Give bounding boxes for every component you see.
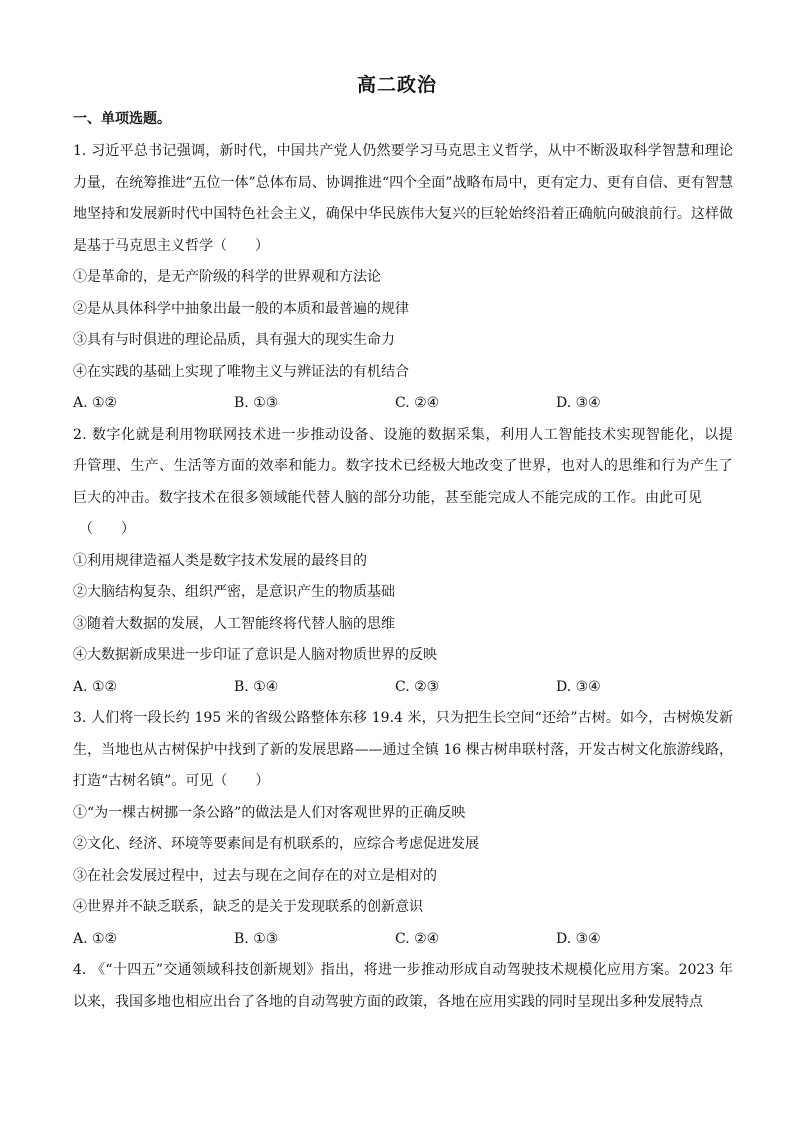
- option-b: B. ①③: [234, 930, 279, 947]
- statement: ②大脑结构复杂、组织严密，是意识产生的物质基础: [73, 584, 395, 600]
- statement: ④大数据新成果进一步印证了意识是人脑对物质世界的反映: [73, 647, 437, 663]
- statement: ②是从具体科学中抽象出最一般的本质和最普遍的规律: [73, 300, 409, 317]
- question-text: 2. 数字化就是利用物联网技术进一步推动设备、设施的数据采集，利用人工智能技术实现智能化，以提升管理、生产、生活等方面的效率和能力。数字技术已经极大地改变了世界，也对人的思维和行为产生了巨大的冲击。数字技术在很多领域能代替人脑的部分功能，甚至能完成人不能完成的工作。由此可见: [73, 426, 733, 506]
- option-d: D. ③④: [556, 395, 601, 411]
- question-2: [73, 420, 733, 704]
- statement: ①利用规律造福人类是数字技术发展的最终目的: [73, 552, 367, 569]
- statement: ③随着大数据的发展，人工智能终将代替人脑的思维: [73, 615, 395, 632]
- statement: ④世界并不缺乏联系，缺乏的是关于发现联系的创新意识: [73, 899, 423, 915]
- question-text: 4. 《“十四五”交通领域科技创新规划》指出，将进一步推动形成自动驾驶技术规模化应用方案。2023 年以来，我国多地也相应出台了各地的自动驾驶方面的政策，各地在应用实践的同时呈现出多种发展特点: [73, 962, 733, 1010]
- answer-options: [73, 924, 733, 956]
- statement: ①“为一棵古树挪一条公路”的做法是人们对客观世界的正确反映: [73, 804, 466, 821]
- page-title: 高二政治: [356, 74, 437, 96]
- option-c: C. ②④: [395, 395, 440, 411]
- option-a: A. ①②: [73, 395, 118, 411]
- question-3: [73, 703, 733, 955]
- statement: ③具有与时俱进的理论品质，具有强大的现实生命力: [73, 332, 395, 348]
- statement: ④在实践的基础上实现了唯物主义与辨证法的有机结合: [73, 363, 409, 380]
- answer-options: [73, 672, 733, 704]
- answer-options: [73, 388, 733, 420]
- statement: ③在社会发展过程中，过去与现在之间存在的对立是相对的: [73, 867, 437, 884]
- answer-parenthesis: （ ）: [79, 521, 135, 537]
- question-text: 3. 人们将一段长约 195 米的省级公路整体东移 19.4 米，只为把生长空间“还给”古树。如今，古树焕发新生，当地也从古树保护中找到了新的发展思路——通过全镇 16 棵古树串联村落，开发古树文化旅游线路，打造“古树名镇”。可见（ ）: [73, 710, 733, 789]
- option-b: B. ①④: [234, 678, 279, 695]
- option-a: A. ①②: [73, 678, 118, 695]
- option-a: A. ①②: [73, 930, 118, 947]
- question-4: [73, 955, 733, 1018]
- questions: [73, 136, 733, 1018]
- option-b: B. ①③: [234, 395, 279, 411]
- question-text: 1. 习近平总书记强调，新时代，中国共产党人仍然要学习马克思主义哲学，从中不断汲取科学智慧和理论力量，在统筹推进“五位一体”总体布局、协调推进“四个全面”战略布局中，更有定力、更有自信、更有智慧地坚持和发展新时代中国特色社会主义，确保中华民族伟大复兴的巨轮始终沿着正确航向破浪前行。这样做是基于马克思主义哲学（ ）: [73, 143, 733, 254]
- section-heading: 一、单项选题。: [73, 111, 171, 127]
- option-d: D. ③④: [556, 678, 601, 695]
- statement: ②文化、经济、环境等要素间是有机联系的，应综合考虑促进发展: [73, 836, 479, 852]
- question-1: [73, 136, 733, 420]
- statement: ①是革命的，是无产阶级的科学的世界观和方法论: [73, 269, 381, 285]
- option-c: C. ②④: [395, 930, 440, 947]
- option-d: D. ③④: [556, 930, 601, 947]
- option-c: C. ②③: [395, 678, 440, 695]
